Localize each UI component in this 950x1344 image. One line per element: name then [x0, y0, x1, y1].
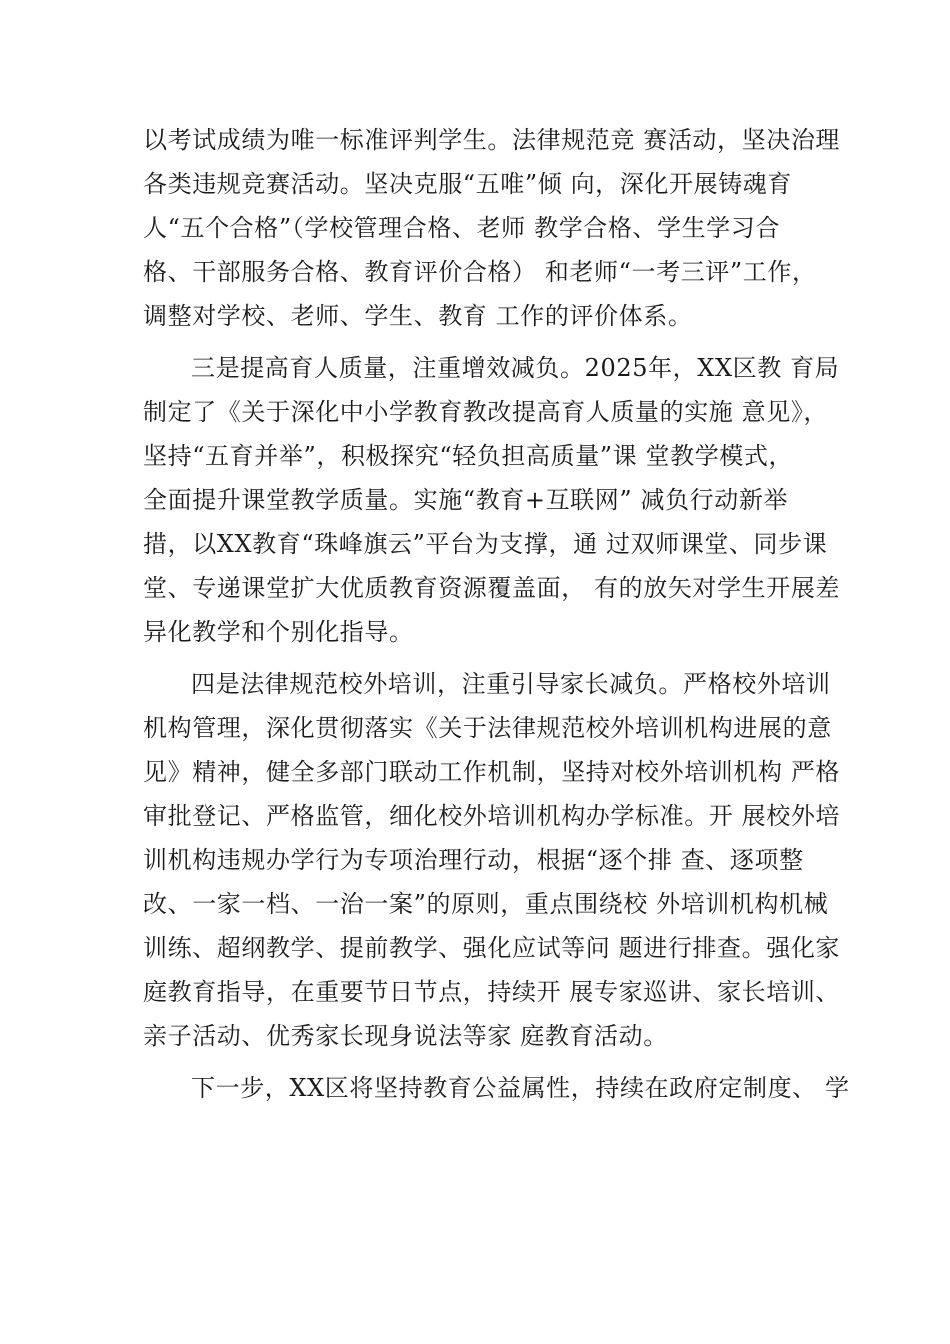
paragraph-2-line-3: 坚持“五育并举”，积极探究“轻负担高质量”课 堂教学模式，: [143, 442, 794, 470]
paragraph-2-line-6: 堂、专递课堂扩大优质教育资源覆盖面， 有的放矢对学生开展差: [143, 574, 841, 602]
paragraph-3-line-7: 训练、超纲教学、提前教学、强化应试等问 题进行排查。强化家: [143, 934, 841, 962]
paragraph-3-line-1: 四是法律规范校外培训，注重引导家长减负。严格校外培训: [191, 670, 831, 698]
paragraph-1-line-5: 调整对学校、老师、学生、教育 工作的评价体系。: [143, 302, 693, 330]
paragraph-4-line-1: 下一步，XX区将坚持教育公益属性，持续在政府定制度、 学: [191, 1074, 850, 1102]
paragraph-2-line-4: 全面提升课堂教学质量。实施“教育+互联网” 减负行动新举: [143, 486, 789, 514]
paragraph-3-line-4: 审批登记、严格监管，细化校外培训机构办学标准。开 展校外培: [143, 802, 841, 830]
paragraph-2-line-2: 制定了《关于深化中小学教育教改提高育人质量的实施 意见》，: [143, 398, 829, 426]
paragraph-3-line-8: 庭教育指导，在重要节日节点，持续开 展专家巡讲、家长培训、: [143, 978, 841, 1006]
paragraph-3-line-5: 训机构违规办学行为专项治理行动，根据“逐个排 查、逐项整: [143, 846, 804, 874]
paragraph-2-line-5: 措，以XX教育“珠峰旗云”平台为支撑，通 过双师课堂、同步课: [143, 530, 828, 558]
paragraph-3-line-6: 改、一家一档、一治一案”的原则，重点围绕校 外培训机构机械: [143, 890, 829, 918]
paragraph-1-line-1: 以考试成绩为唯一标准评判学生。法律规范竞 赛活动，坚决治理: [143, 126, 841, 154]
document-body: [143, 118, 850, 1110]
paragraph-2-line-1: 三是提高育人质量，注重增效减负。2025年，XX区教 育局: [191, 354, 840, 382]
paragraph-gap: [143, 654, 823, 662]
paragraph-2-line-7: 异化教学和个别化指导。: [143, 618, 414, 646]
paragraph-3-line-9: 亲子活动、优秀家长现身说法等家 庭教育活动。: [143, 1022, 668, 1050]
paragraph-3-line-2: 机构管理，深化贯彻落实《关于法律规范校外培训机构进展的意: [143, 714, 832, 742]
paragraph-1-line-2: 各类违规竞赛活动。坚决克服“五唯”倾 向，深化开展铸魂育: [143, 170, 792, 198]
paragraph-1-line-3: 人“五个合格”（学校管理合格、老师 教学合格、学生学习合: [143, 214, 780, 242]
paragraph-gap: [143, 1058, 823, 1066]
paragraph-1-line-4: 格、干部服务合格、教育评价合格） 和老师“一考三评”工作，: [143, 258, 817, 286]
paragraph-gap: [143, 338, 823, 346]
paragraph-3-line-3: 见》精神，健全多部门联动工作机制，坚持对校外培训机构 严格: [143, 758, 841, 786]
